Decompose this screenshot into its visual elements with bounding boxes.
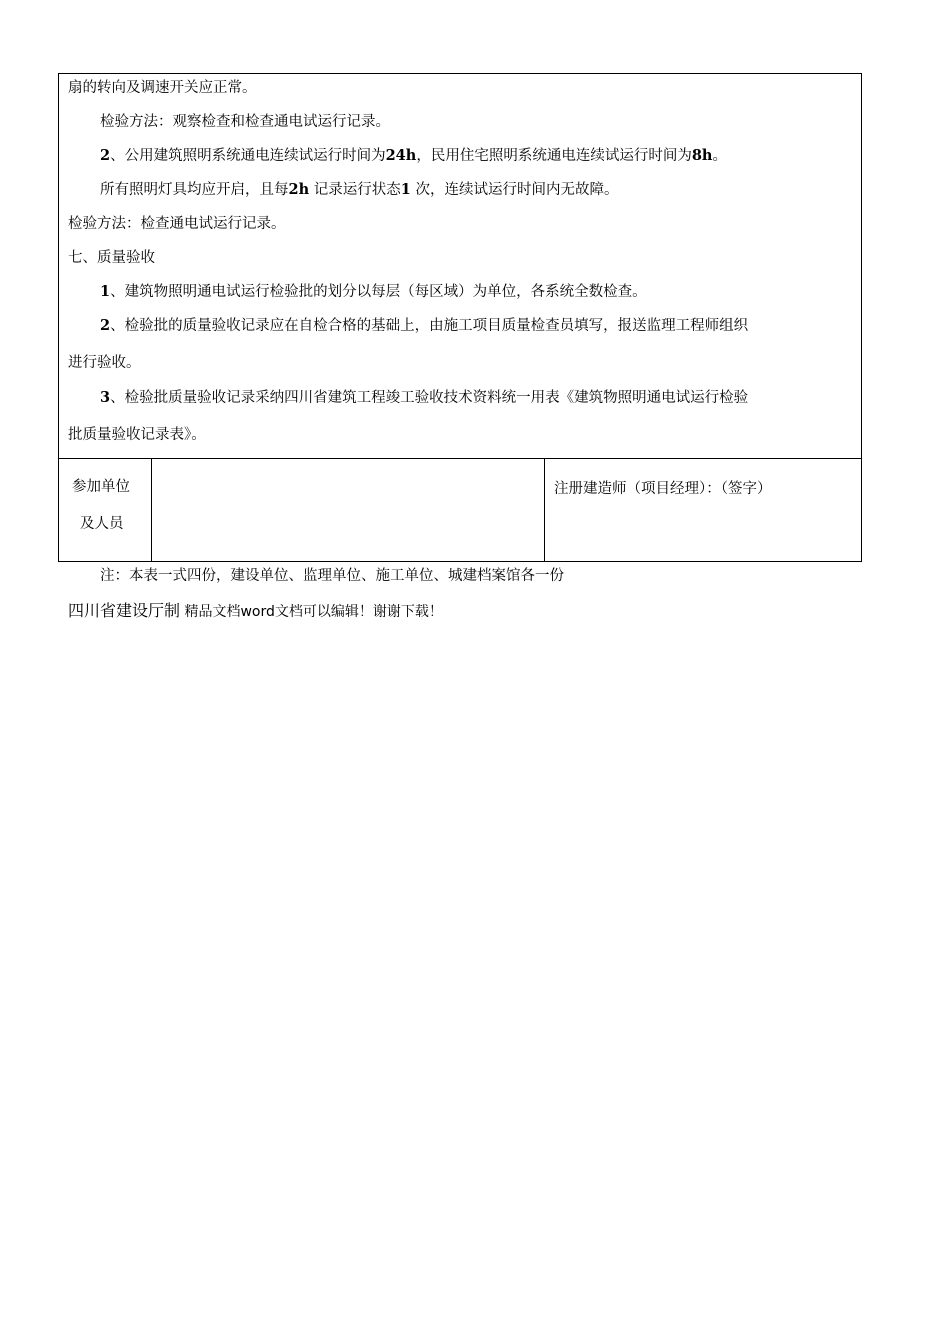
footer — [68, 600, 443, 623]
item-text: 、检验批的质量验收记录应在自检合格的基础上，由施工项目质量检查员填写，报送监理工程师组织 — [110, 318, 749, 334]
text-segment: 所有照明灯具均应开启，且每 — [100, 182, 289, 198]
value-1: 1 — [400, 181, 411, 198]
item-number: 2 — [100, 147, 111, 164]
builder-signature-label: 注册建造师（项目经理）：（签字） — [554, 481, 772, 497]
item-number: 3 — [100, 389, 111, 406]
item-text: 、检验批质量验收记录采纳四川省建筑工程竣工验收技术资料统一用表《建筑物照明通电试运行检验 — [110, 390, 749, 406]
item-1 — [100, 282, 647, 302]
column-divider — [544, 459, 545, 561]
item-text: 、建筑物照明通电试运行检验批的划分以每层（每区域）为单位，各系统全数检查。 — [110, 284, 647, 300]
footer-extra: 精品文档word文档可以编辑！谢谢下载！ — [180, 604, 443, 620]
text-segment: ，民用住宅照明系统通电连续试运行时间为 — [416, 148, 692, 164]
text-segment: 记录运行状态 — [309, 182, 401, 198]
body-line-2: 检验方法：观察检查和检查通电试运行记录。 — [100, 114, 390, 130]
signature-table — [58, 458, 862, 562]
item-2-continued: 进行验收。 — [68, 355, 141, 371]
body-line-1: 扇的转向及调速开关应正常。 — [68, 80, 257, 96]
item-number: 2 — [100, 317, 111, 334]
issuer-text: 四川省建设厅制 — [68, 601, 181, 620]
value-24h: 24h — [385, 147, 417, 164]
item-3-continued: 批质量验收记录表》。 — [68, 427, 206, 443]
text-segment: 。 — [712, 148, 727, 164]
copies-note: 注：本表一式四份，建设单位、监理单位、施工单位、城建档案馆各一份 — [100, 568, 564, 584]
body-line-5: 检验方法：检查通电试运行记录。 — [68, 216, 286, 232]
column-divider — [151, 459, 152, 561]
participants-label-line-1: 参加单位 — [72, 479, 130, 495]
body-line-4 — [100, 180, 618, 200]
item-number: 1 — [100, 283, 111, 300]
item-3 — [100, 388, 748, 408]
section-title: 七、质量验收 — [68, 250, 155, 266]
body-line-3 — [100, 146, 727, 166]
value-8h: 8h — [691, 147, 713, 164]
text-segment: 次，连续试运行时间内无故障。 — [410, 182, 619, 198]
value-2h: 2h — [288, 181, 310, 198]
text-segment: 、公用建筑照明系统通电连续试运行时间为 — [110, 148, 386, 164]
participants-label-line-2: 及人员 — [80, 516, 124, 532]
item-2 — [100, 316, 748, 336]
